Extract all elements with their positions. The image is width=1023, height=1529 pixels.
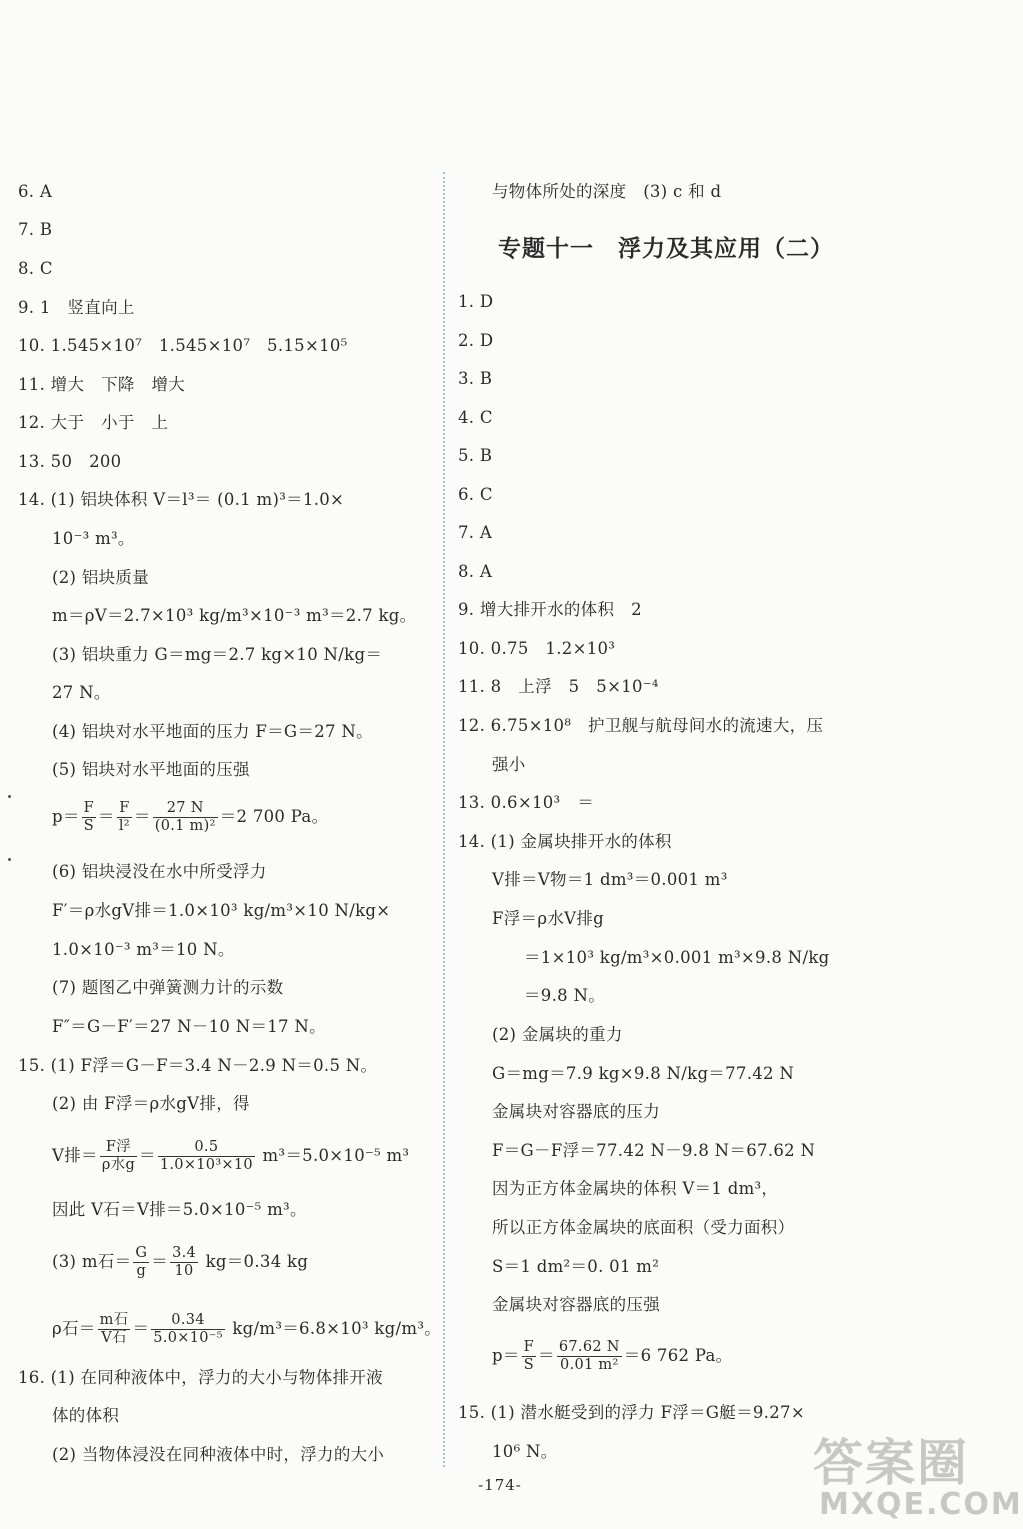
answer-line: 7. B bbox=[18, 220, 53, 239]
answer-line: 15. (1) 潜水艇受到的浮力 F浮＝G艇＝9.27× bbox=[458, 1403, 805, 1422]
answer-line: 金属块对容器底的压力 bbox=[492, 1102, 660, 1121]
answer-line: ＝9.8 N。 bbox=[524, 986, 606, 1005]
answer-line: 所以正方体金属块的底面积（受力面积） bbox=[492, 1218, 795, 1237]
answer-line: 15. (1) F浮＝G－F＝3.4 N－2.9 N＝0.5 N。 bbox=[18, 1056, 378, 1075]
scan-speck bbox=[8, 795, 11, 798]
answer-line: 因为正方体金属块的体积 V＝1 dm³， bbox=[492, 1179, 779, 1198]
answer-line: 1. D bbox=[458, 292, 494, 311]
answer-line: F＝G－F浮＝77.42 N－9.8 N＝67.62 N bbox=[492, 1141, 816, 1160]
answer-line: (4) 铝块对水平地面的压力 F＝G＝27 N。 bbox=[52, 722, 373, 741]
numerator: 27 N bbox=[153, 800, 218, 818]
answer-line: V排＝V物＝1 dm³＝0.001 m³ bbox=[492, 870, 728, 889]
fraction bbox=[170, 1245, 198, 1280]
answer-line: 5. B bbox=[458, 446, 493, 465]
numerator: F bbox=[523, 1339, 535, 1355]
answer-line: 14. (1) 金属块排开水的体积 bbox=[458, 832, 672, 851]
answer-line: 强小 bbox=[492, 755, 526, 774]
answer-line: 9. 增大排开水的体积 2 bbox=[458, 600, 642, 619]
denominator: (0.1 m)² bbox=[154, 818, 216, 834]
answer-line: (2) 由 F浮＝ρ水gV排，得 bbox=[52, 1094, 250, 1113]
answer-line: (7) 题图乙中弹簧测力计的示数 bbox=[52, 978, 284, 997]
answer-line: 13. 50 200 bbox=[18, 452, 122, 471]
answer-line: 13. 0.6×10³ ＝ bbox=[458, 793, 595, 812]
answer-line: (2) 当物体浸没在同种液体中时，浮力的大小 bbox=[52, 1445, 385, 1464]
answer-line: 3. B bbox=[458, 369, 493, 388]
page-number: -174- bbox=[478, 1476, 522, 1494]
answer-line: (5) 铝块对水平地面的压强 bbox=[52, 760, 250, 779]
answer-line: 8. C bbox=[18, 259, 53, 278]
answer-line: 12. 大于 小于 上 bbox=[18, 413, 169, 432]
answer-line: S＝1 dm²＝0. 01 m² bbox=[492, 1257, 660, 1276]
scan-speck bbox=[8, 858, 11, 861]
answer-line: G＝mg＝7.9 kg×9.8 N/kg＝77.42 N bbox=[492, 1064, 795, 1083]
numerator: 3.4 bbox=[172, 1245, 197, 1261]
formula-text: ＝ bbox=[139, 1146, 156, 1165]
answer-line: 10. 1.545×10⁷ 1.545×10⁷ 5.15×10⁵ bbox=[18, 336, 348, 355]
answer-line: 8. A bbox=[458, 562, 493, 581]
answer-line: 体的体积 bbox=[52, 1406, 120, 1425]
answer-line: 27 N。 bbox=[52, 683, 111, 702]
denominator: V石 bbox=[101, 1330, 127, 1346]
answer-line: 16. (1) 在同种液体中，浮力的大小与物体排开液 bbox=[18, 1368, 383, 1387]
denominator: ρ水g bbox=[101, 1157, 136, 1173]
fraction bbox=[153, 800, 218, 835]
answer-line: 6. C bbox=[458, 485, 493, 504]
answer-line: F″＝G－F′＝27 N－10 N＝17 N。 bbox=[52, 1017, 326, 1036]
formula-text: ＝ bbox=[538, 1346, 555, 1365]
numerator: 0.34 bbox=[151, 1312, 225, 1330]
denominator: 1.0×10³×10 bbox=[159, 1157, 253, 1173]
formula-text: p＝ bbox=[52, 807, 80, 826]
numerator: m石 bbox=[99, 1312, 129, 1328]
formula-text: ＝6 762 Pa。 bbox=[623, 1346, 733, 1365]
formula-text: kg＝0.34 kg bbox=[200, 1252, 309, 1271]
answer-line: 14. (1) 铝块体积 V＝l³＝ (0.1 m)³＝1.0× bbox=[18, 490, 345, 509]
section-title: 专题十一 浮力及其应用（二） bbox=[498, 236, 834, 262]
denominator: l² bbox=[118, 818, 130, 834]
answer-line: 因此 V石＝V排＝5.0×10⁻⁵ m³。 bbox=[52, 1200, 307, 1219]
formula-text: (3) m石＝ bbox=[52, 1252, 132, 1271]
formula-text: ＝ bbox=[132, 1319, 150, 1338]
answer-line: (3) 铝块重力 G＝mg＝2.7 kg×10 N/kg＝ bbox=[52, 645, 383, 664]
answer-line: 11. 增大 下降 增大 bbox=[18, 375, 186, 394]
formula-line bbox=[18, 1136, 409, 1176]
answer-line: 11. 8 上浮 5 5×10⁻⁴ bbox=[458, 677, 659, 696]
answer-line: 10⁻³ m³。 bbox=[52, 529, 135, 548]
denominator: S bbox=[83, 818, 94, 834]
formula-text: ＝ bbox=[151, 1252, 169, 1271]
formula-text: ρ石＝ bbox=[52, 1319, 96, 1338]
numerator: F bbox=[83, 800, 95, 816]
numerator: 0.5 bbox=[158, 1139, 255, 1157]
answer-line: 1.0×10⁻³ m³＝10 N。 bbox=[52, 940, 235, 959]
fraction bbox=[82, 800, 96, 835]
formula-text: m³＝5.0×10⁻⁵ m³ bbox=[256, 1146, 410, 1165]
answer-line: (6) 铝块浸没在水中所受浮力 bbox=[52, 862, 267, 881]
answer-line: 与物体所处的深度 (3) c 和 d bbox=[492, 182, 722, 201]
formula-line bbox=[18, 797, 328, 837]
answer-line: 7. A bbox=[458, 523, 493, 542]
fraction bbox=[158, 1139, 255, 1174]
numerator: F bbox=[117, 800, 132, 818]
denominator: 10 bbox=[174, 1263, 194, 1279]
formula-line bbox=[458, 1336, 732, 1376]
denominator: 5.0×10⁻⁵ bbox=[153, 1330, 223, 1346]
formula-text: p＝ bbox=[492, 1346, 520, 1365]
answer-line: 10. 0.75 1.2×10³ bbox=[458, 639, 616, 658]
answer-line: (2) 铝块质量 bbox=[52, 568, 150, 587]
fraction bbox=[557, 1339, 622, 1374]
fraction bbox=[117, 800, 132, 835]
formula-text: ＝ bbox=[98, 807, 115, 826]
watermark-logo bbox=[795, 1415, 1023, 1525]
formula-text: ＝ bbox=[133, 807, 151, 826]
denominator: 0.01 m² bbox=[560, 1357, 619, 1373]
numerator: 67.62 N bbox=[558, 1339, 620, 1355]
formula-text: V排＝ bbox=[52, 1146, 98, 1165]
answer-line: 9. 1 竖直向上 bbox=[18, 298, 135, 317]
formula-text: kg/m³＝6.8×10³ kg/m³。 bbox=[226, 1319, 442, 1338]
formula-line bbox=[18, 1242, 308, 1282]
answer-line: (2) 金属块的重力 bbox=[492, 1025, 623, 1044]
answer-line: 6. A bbox=[18, 182, 53, 201]
denominator: S bbox=[523, 1357, 534, 1373]
watermark-top-text: 答案圈 bbox=[813, 1434, 969, 1492]
answer-line: ＝1×10³ kg/m³×0.001 m³×9.8 N/kg bbox=[524, 948, 830, 967]
numerator: G bbox=[135, 1245, 148, 1261]
answer-line: 12. 6.75×10⁸ 护卫舰与航母间水的流速大，压 bbox=[458, 716, 824, 735]
fraction bbox=[133, 1245, 149, 1280]
answer-line: 10⁶ N。 bbox=[492, 1442, 558, 1461]
fraction bbox=[522, 1339, 536, 1374]
answer-line: F′＝ρ水gV排＝1.0×10³ kg/m³×10 N/kg× bbox=[52, 901, 391, 920]
watermark-bottom-text: MXQE.COM bbox=[819, 1487, 1023, 1522]
answer-line: 4. C bbox=[458, 408, 493, 427]
answer-line: 金属块对容器底的压强 bbox=[492, 1295, 660, 1314]
fraction bbox=[100, 1139, 137, 1174]
fraction bbox=[151, 1312, 225, 1347]
answer-line: 2. D bbox=[458, 331, 494, 350]
answer-line: F浮＝ρ水V排g bbox=[492, 909, 605, 928]
numerator: F浮 bbox=[100, 1139, 137, 1157]
column-divider bbox=[443, 172, 445, 1467]
formula-text: ＝2 700 Pa。 bbox=[219, 807, 329, 826]
formula-line bbox=[18, 1309, 441, 1349]
answer-line: m＝ρV＝2.7×10³ kg/m³×10⁻³ m³＝2.7 kg。 bbox=[52, 606, 417, 625]
fraction bbox=[98, 1312, 131, 1347]
denominator: g bbox=[136, 1263, 147, 1279]
